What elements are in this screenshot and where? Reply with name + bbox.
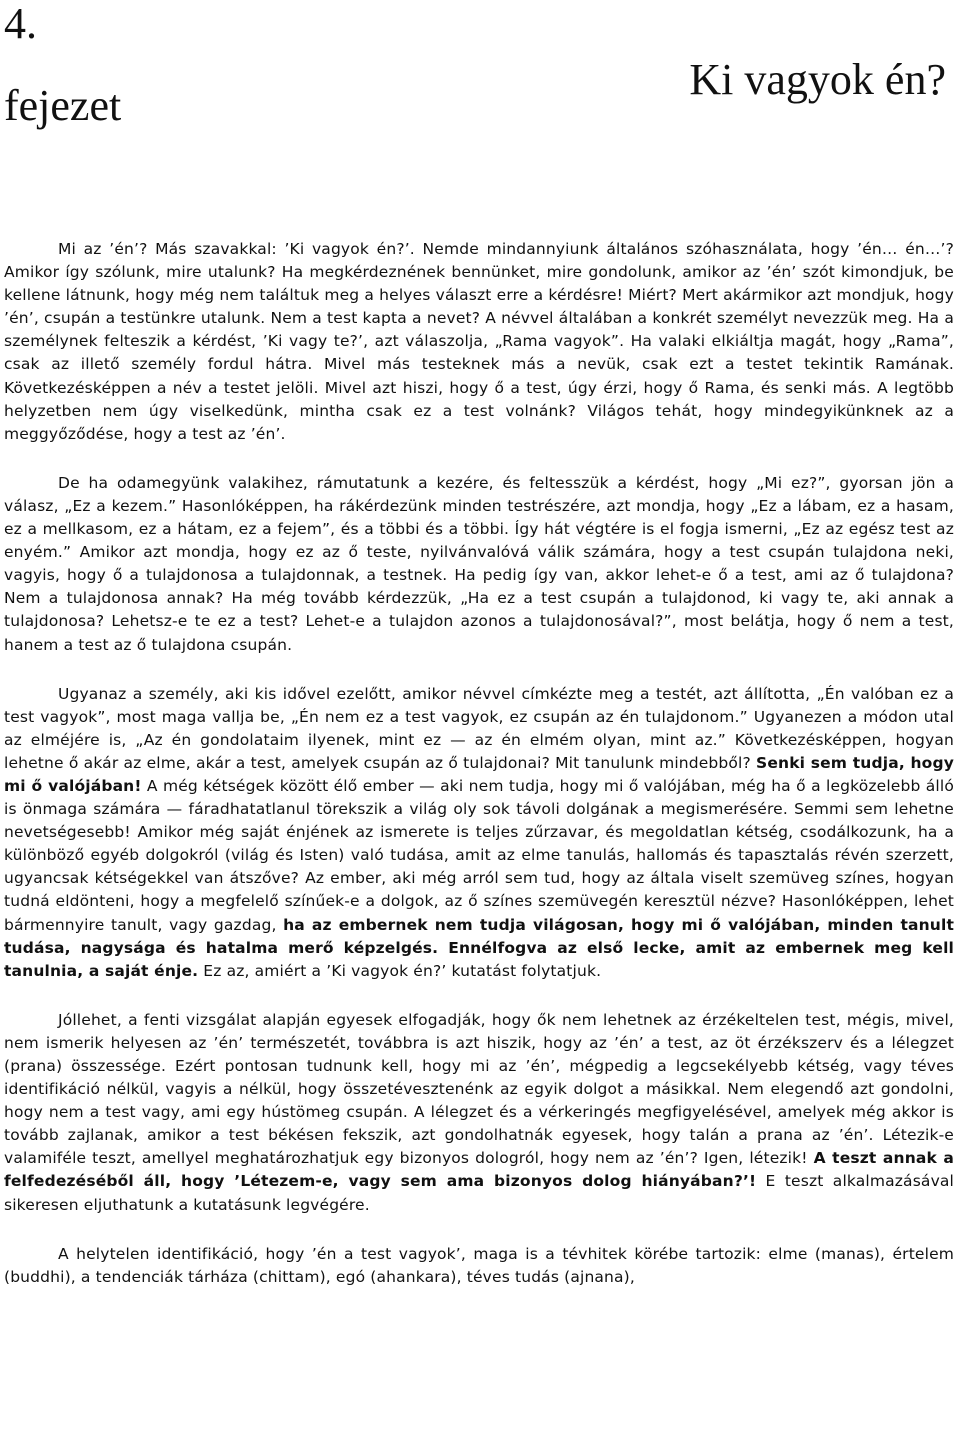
chapter-title: Ki vagyok én? xyxy=(689,55,946,104)
paragraph xyxy=(4,238,954,446)
paragraph xyxy=(4,1243,954,1289)
paragraph-gap xyxy=(4,657,954,683)
paragraph xyxy=(4,1009,954,1217)
chapter-number: 4. xyxy=(4,0,37,48)
body-text xyxy=(4,238,954,1289)
paragraph-gap xyxy=(4,1217,954,1243)
paragraph-gap xyxy=(4,446,954,472)
paragraph xyxy=(4,472,954,657)
text-run: Ugyanaz a személy, aki kis idővel ezelőtt, amikor névvel címkézte meg a testét, azt állította, „Én valóban ez a test vagyok”, most maga vallja be, „Én nem ez a test vagyok, ez csupán az én tulajdonom.” Ugyanezen a módon utal az elméjére is, „Az én gondolataim ilyenek, mint ez — az én elmém olyan, mint az.” Következésképpen, hogyan lehetne ő akár az elme, akár a test, amelyek csupán az ő tulajdonai? Mit tanulunk mindebből? xyxy=(4,684,954,772)
text-run: A helytelen identifikáció, hogy ’én a test vagyok’, maga is a tévhitek körébe tartozik: elme (manas), értelem (buddhi), a tendenciák tárháza (chittam), egó (ahankara), téves tudás (ajnana), xyxy=(4,1244,954,1286)
text-run: Ez az, amiért a ’Ki vagyok én?’ kutatást folytatjuk. xyxy=(198,961,602,980)
bold-text-run: Senki sem tudja, hogy mi ő valójában! xyxy=(4,753,954,795)
text-run: Mi az ’én’? Más szavakkal: ’Ki vagyok én?’. Nemde mindannyiunk általános szóhasználata, hogy ’én… én…’? Amikor így szólunk, mire utalunk? Ha megkérdeznének bennünket, mire gondolunk, amikor az ’én’ szót kimondjuk, be kellene látnunk, hogy még nem találtuk meg a helyes választ erre a kérdésre! Miért? Mert akármikor azt mondjuk, hogy ’én’, csupán a testünkre utalunk. Nem a test kapta a nevet? A névvel általában a konkrét személyt nevezzük meg. Ha a személynek felteszik a kérdést, ’Ki vagy te?’, azt válaszolja, „Rama vagyok”. Ha valaki elkiáltja magát, hogy „Rama”, csak az illető személy fordul hátra. Mivel más testeknek más a nevük, csak ezt a testet tekintik Ramának. Következésképpen a név a testet jelöli. Mivel azt hiszi, hogy ő a test, úgy érzi, hogy ő Rama, és senki más. A legtöbb helyzetben nem úgy viselkedünk, mintha csak ez a test volnánk? Világos tehát, hogy mindegyikünknek az a meggyőződése, hogy a test az ’én’. xyxy=(4,240,954,443)
text-run: A még kétségek között élő ember — aki nem tudja, hogy mi ő valójában, még ha ő a legközelebb álló is önmaga számára — fáradhatatlanul törekszik a világ oly sok távoli dolgának a megismerésére. Semmi sem lehetne nevetségesebb! Amikor még saját énjének az ismerete is teljes zűrzavar, és megoldatlan kétség, csodálkozunk, ha a különböző egyéb dolgokról (világ és Isten) való tudása, amit az elme tanulás, hallomás és tapasztalás révén szerzett, ugyancsak kétségekkel van átszőve? Az ember, aki még arról sem tud, hogy az általa viselt szemüveg színes, hogyan tudná eldönteni, hogy a megfelelő színűek-e a dolgok, az ő színes szemüvegén keresztül nézve? Hasonlóképpen, lehet bármennyire tanult, vagy gazdag, xyxy=(4,776,954,934)
paragraph xyxy=(4,683,954,983)
chapter-label: fejezet xyxy=(4,81,122,130)
text-run: De ha odamegyünk valakihez, rámutatunk a kezére, és feltesszük a kérdést, hogy „Mi ez?”, gyorsan jön a válasz, „Ez a kezem.” Hasonlóképpen, ha rákérdezünk minden testrészére, azt mondja, hogy „Ez a lábam, ez a hasam, ez a mellkasom, ez a hátam, ez a fejem”, és a többi és a többi. Így hát végtére is el fogja ismerni, „Ez az egész test az enyém.” Amikor azt mondja, hogy ez az ő teste, nyilvánvalóvá válik számára, hogy a test csupán tulajdona neki, vagyis, hogy ő a tulajdonosa a tulajdonnak, a testnek. Ha pedig így van, akkor lehet-e ő a test, ami az ő tulajdona? Nem a tulajdonosa annak? Ha még tovább kérdezzük, „Ha ez a test csupán a tulajdonod, ki vagy te, aki annak a tulajdonosa? Lehetsz-e te ez a test? Lehet-e a tulajdon azonos a tulajdonosával?”, most belátja, hogy ő nem a test, hanem a test az ő tulajdona csupán. xyxy=(4,473,954,654)
bold-text-run: ha az embernek nem tudja világosan, hogy mi ő valójában, minden tanult tudása, nagysága és hatalma merő képzelgés. Ennélfogva az első lecke, amit az embernek meg kell tanulnia, a saját énje. xyxy=(4,915,955,980)
paragraph-gap xyxy=(4,983,954,1009)
bold-text-run: A teszt annak a felfedezéséből áll, hogy ’Létezem-e, vagy sem ama bizonyos dolog hiányában?’! xyxy=(4,1149,954,1191)
text-run: E teszt alkalmazásával sikeresen eljuthatunk a kutatásunk legvégére. xyxy=(4,1172,954,1214)
text-run: Jóllehet, a fenti vizsgálat alapján egyesek elfogadják, hogy ők nem lehetnek az érzékeltelen test, mégis, mivel, nem ismerik helyesen az ’én’ természetét, továbbra is azt hiszik, hogy az ’én’ a test, az öt érzékszerv és a lélegzet (prana) összessége. Ezért pontosan tudnunk kell, hogy mi az ’én’, mégpedig a legcsekélyebb kétség, vagy téves identifikáció nélkül, vagyis a nélkül, hogy összetévesztenénk az egyik dolgot a másikkal. Nem elegendő azt gondolni, hogy nem a test vagy, ami egy hústömeg csupán. A lélegzet és a vérkeringés megfigyelésével, amelyek még akkor is tovább zajlanak, amikor a test békésen fekszik, azt gondolhatnák egyesek, hogy talán a prana az ’én’. Létezik-e valamiféle teszt, amellyel meghatározhatjuk egy bizonyos dologról, hogy nem az ’én’? Igen, létezik! xyxy=(4,1010,954,1168)
